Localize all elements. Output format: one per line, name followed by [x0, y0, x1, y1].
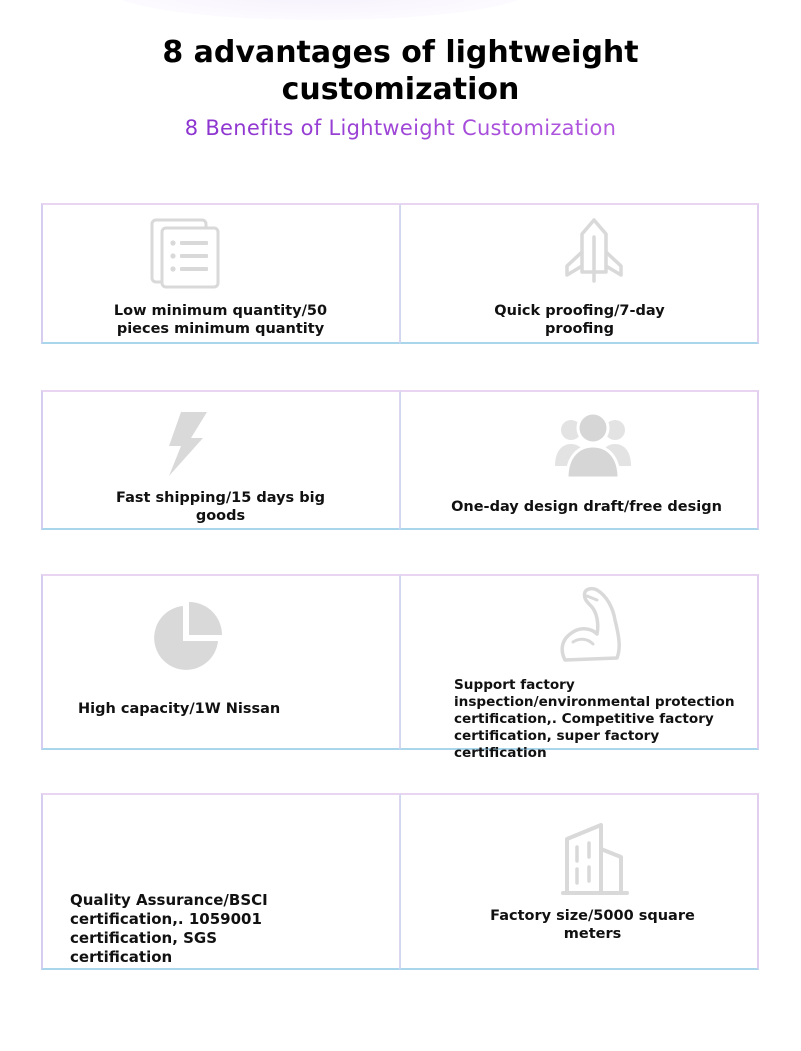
- page-subtitle: 8 Benefits of Lightweight Customization: [0, 114, 801, 142]
- header-glow: [110, 0, 530, 20]
- pie-chart-icon: [148, 600, 224, 676]
- page-title-line-1: 8 advantages of lightweight: [162, 35, 639, 70]
- card-label: [417, 907, 768, 943]
- lightning-icon: [161, 410, 211, 478]
- card-label-line: certification: [70, 948, 173, 966]
- card-label-line: proofing: [545, 321, 614, 337]
- card-low-minimum-quantity: [41, 203, 400, 344]
- card-row-4: [41, 793, 759, 970]
- card-label-line: One-day design draft/free design: [451, 499, 722, 515]
- card-label-line: Quality Assurance/BSCI: [70, 891, 268, 909]
- card-label: [411, 498, 762, 516]
- card-factory-inspection: [400, 574, 759, 761]
- card-quick-proofing: [400, 203, 759, 344]
- card-label-line: Quick proofing/7-day: [494, 303, 665, 319]
- building-icon: [561, 821, 629, 897]
- card-label-line: pieces minimum quantity: [116, 321, 325, 337]
- page-title-line-2: customization: [281, 72, 520, 107]
- card-label-line: goods: [195, 508, 246, 524]
- card-label-line: Factory size/5000 square: [490, 908, 695, 924]
- card-row-3: [41, 574, 759, 761]
- flexed-arm-icon: [557, 586, 629, 664]
- card-label-line: Support factory: [454, 677, 575, 693]
- card-label-line: Low minimum quantity/50: [113, 303, 328, 319]
- card-factory-size: [400, 793, 759, 970]
- card-high-capacity: [41, 574, 400, 750]
- card-row-1: [41, 203, 759, 344]
- card-row-2: [41, 390, 759, 530]
- card-quality-assurance: [41, 793, 400, 970]
- card-label: [454, 677, 756, 762]
- card-label-line: Fast shipping/15 days big: [116, 490, 325, 506]
- card-label-line: certification, SGS: [70, 929, 218, 947]
- card-label: [70, 891, 380, 967]
- card-label-line: certification,. 1059001: [70, 910, 262, 928]
- page-title: [0, 34, 801, 108]
- card-fast-shipping: [41, 390, 400, 530]
- card-design-draft: [400, 390, 759, 530]
- card-label: [63, 302, 378, 338]
- card-label-line: meters: [563, 926, 622, 942]
- card-label: [78, 700, 378, 718]
- users-group-icon: [553, 408, 633, 480]
- card-label-line: certification, super factory certification: [454, 728, 660, 761]
- card-label-line: High capacity/1W Nissan: [78, 701, 281, 717]
- document-list-icon: [149, 217, 221, 289]
- card-label: [421, 302, 738, 338]
- card-label-line: inspection/environmental protection: [454, 694, 735, 710]
- card-label: [63, 489, 378, 525]
- rocket-icon: [561, 217, 627, 287]
- card-label-line: certification,. Competitive factory: [454, 711, 714, 727]
